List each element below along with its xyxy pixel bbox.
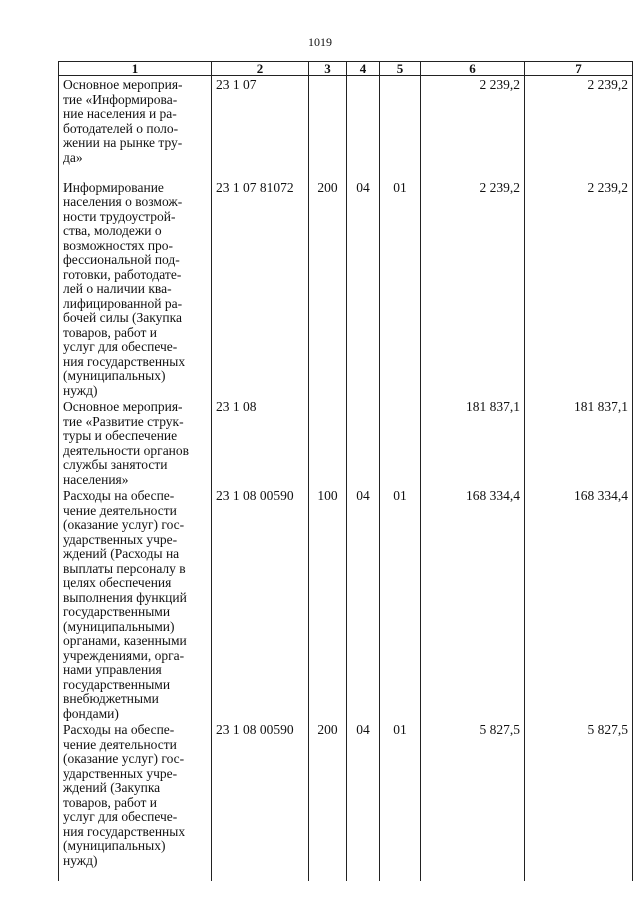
column-header: 1 [59, 62, 212, 76]
row-rz-cell: 04 [347, 487, 380, 721]
row-amount-cell: 2 239,2 [525, 76, 633, 179]
row-vr-cell [309, 398, 347, 487]
page-number: 1019 [308, 35, 332, 49]
row-name-cell: Основное мероприя- тие «Информирова- ние населения и ра- ботодателей о поло- жении на рынке тру- да» [59, 76, 212, 179]
table-row [59, 487, 633, 721]
row-amount-cell: 5 827,5 [525, 721, 633, 881]
row-code-cell: 23 1 07 81072 [212, 179, 309, 399]
row-amount-cell: 2 239,2 [525, 179, 633, 399]
row-pr-cell: 01 [380, 721, 421, 881]
row-pr-cell: 01 [380, 179, 421, 399]
row-rz-cell: 04 [347, 721, 380, 881]
row-code-cell: 23 1 08 [212, 398, 309, 487]
table-row [59, 398, 633, 487]
column-header: 7 [525, 62, 633, 76]
table-row [59, 76, 633, 179]
row-code-cell: 23 1 08 00590 [212, 487, 309, 721]
row-vr-cell [309, 76, 347, 179]
row-amount-cell: 2 239,2 [421, 179, 525, 399]
row-vr-cell: 100 [309, 487, 347, 721]
row-rz-cell [347, 76, 380, 179]
table-header-row [59, 62, 633, 76]
row-code-cell: 23 1 07 [212, 76, 309, 179]
row-name-cell: Информирование населения о возмож- ности трудоустрой- ства, молодежи о возможностях про- фессиональной под- готовки, работодате- лей о наличии ква- лифицированной ра- бочей силы (Закупка товаров, работ и услуг для обеспече- ния государственных (муниципальных) нужд) [59, 179, 212, 399]
column-header: 6 [421, 62, 525, 76]
row-name-cell: Расходы на обеспе- чение деятельности (оказание услуг) гос- ударственных учре- ждений (Закупка товаров, работ и услуг для обеспече- ния государственных (муниципальных) нужд) [59, 721, 212, 881]
row-amount-cell: 168 334,4 [525, 487, 633, 721]
row-name-cell: Расходы на обеспе- чение деятельности (оказание услуг) гос- ударственных учре- ждений (Расходы на выплаты персоналу в целях обеспечения выполнения функций государственными (муниципальными) органами, казенными учреждениями, орга- нами управления государственными внебюджетными фондами) [59, 487, 212, 721]
row-pr-cell [380, 76, 421, 179]
table-row [59, 179, 633, 399]
row-pr-cell: 01 [380, 487, 421, 721]
column-header: 4 [347, 62, 380, 76]
row-vr-cell: 200 [309, 721, 347, 881]
table-row [59, 721, 633, 881]
row-code-cell: 23 1 08 00590 [212, 721, 309, 881]
row-amount-cell: 181 837,1 [421, 398, 525, 487]
row-amount-cell: 5 827,5 [421, 721, 525, 881]
column-header: 5 [380, 62, 421, 76]
row-vr-cell: 200 [309, 179, 347, 399]
row-name-cell: Основное мероприя- тие «Развитие струк- туры и обеспечение деятельности органов службы занятости населения» [59, 398, 212, 487]
column-header: 2 [212, 62, 309, 76]
row-amount-cell: 181 837,1 [525, 398, 633, 487]
budget-table [58, 61, 633, 881]
row-rz-cell [347, 398, 380, 487]
row-amount-cell: 2 239,2 [421, 76, 525, 179]
row-pr-cell [380, 398, 421, 487]
row-amount-cell: 168 334,4 [421, 487, 525, 721]
column-header: 3 [309, 62, 347, 76]
row-rz-cell: 04 [347, 179, 380, 399]
